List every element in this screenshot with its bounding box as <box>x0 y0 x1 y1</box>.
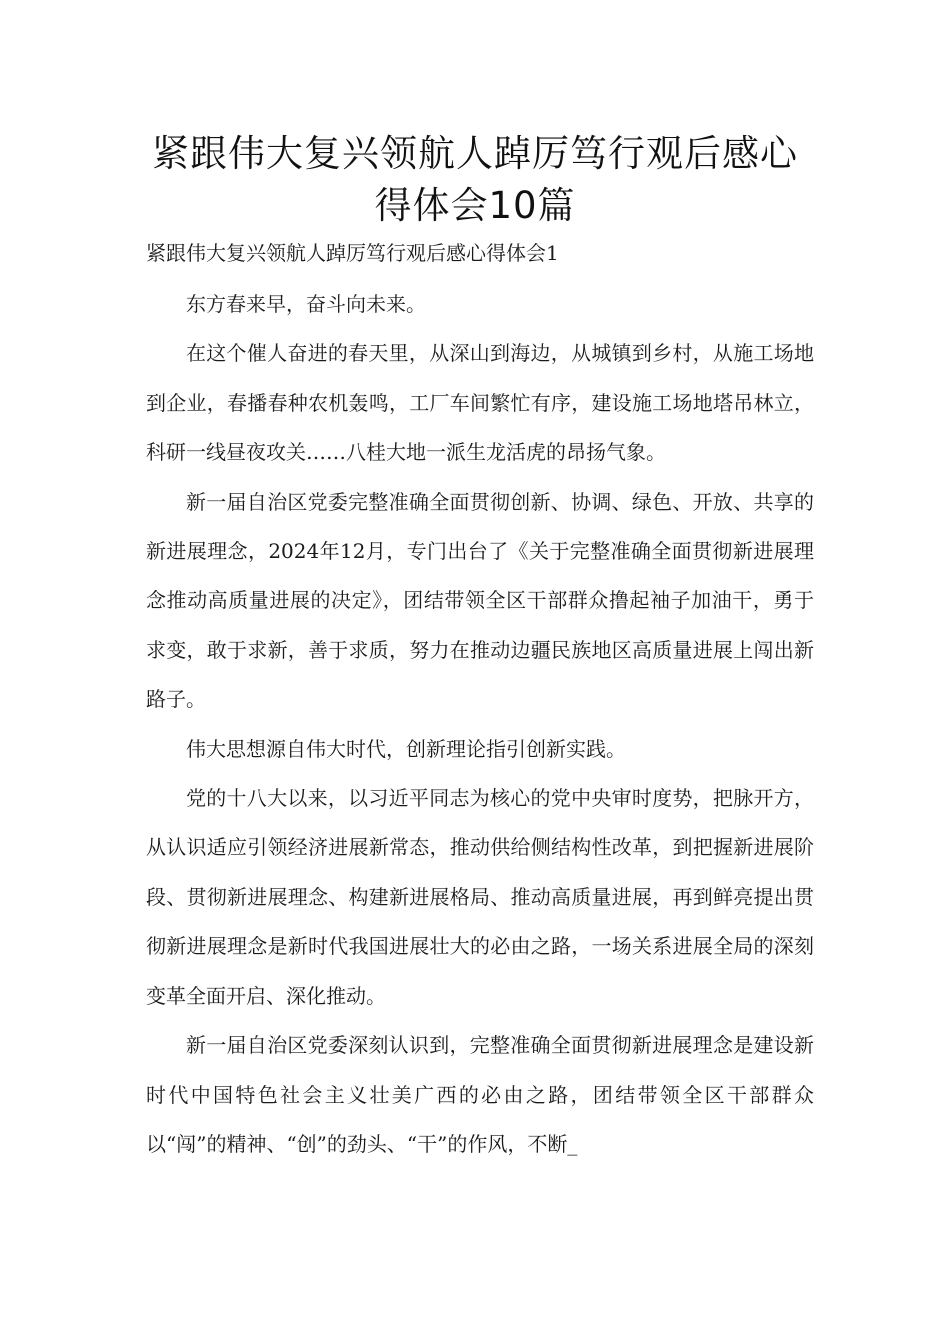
document-title <box>100 128 850 232</box>
paragraph-2: 在这个催人奋进的春天里，从深山到海边，从城镇到乡村，从施工场地到企业，春播春种农机轰鸣，工厂车间繁忙有序，建设施工场地塔吊林立，科研一线昼夜攻关……八桂大地一派生龙活虎的昂扬气象。 <box>146 341 814 465</box>
paragraph-4: 伟大思想源自伟大时代，创新理论指引创新实践。 <box>186 736 626 761</box>
paragraph-1: 东方春来早，奋斗向未来。 <box>186 292 426 316</box>
document-body <box>146 280 814 1169</box>
title-line-2: 得体会10篇 <box>374 184 576 227</box>
paragraph-6: 新一届自治区党委深刻认识到，完整准确全面贯彻新进展理念是建设新时代中国特色社会主义壮美广西的必由之路，团结带领全区干部群众以“闯”的精神、“创”的劲头、“干”的作风，不断_ <box>146 1033 814 1156</box>
paragraph-5: 党的十八大以来，以习近平同志为核心的党中央审时度势，把脉开方，从认识适应引领经济进展新常态，推动供给侧结构性改革，到把握新进展阶段、贯彻新进展理念、构建新进展格局、推动高质量进展，再到鲜亮提出贯彻新进展理念是新时代我国进展壮大的必由之路，一场关系进展全局的深刻变革全面开启、深化推动。 <box>146 786 814 1008</box>
title-line-1: 紧跟伟大复兴领航人踔厉笃行观后感心 <box>152 132 798 175</box>
paragraph-3: 新一届自治区党委完整准确全面贯彻创新、协调、绿色、开放、共享的新进展理念，2024年12月，专门出台了《关于完整准确全面贯彻新进展理念推动高质量进展的决定》，团结带领全区干部群众撸起袖子加油干，勇于求变，敢于求新，善于求质，努力在推动边疆民族地区高质量进展上闯出新路子。 <box>146 489 814 712</box>
section-heading: 紧跟伟大复兴领航人踔厉笃行观后感心得体会1 <box>146 241 559 265</box>
